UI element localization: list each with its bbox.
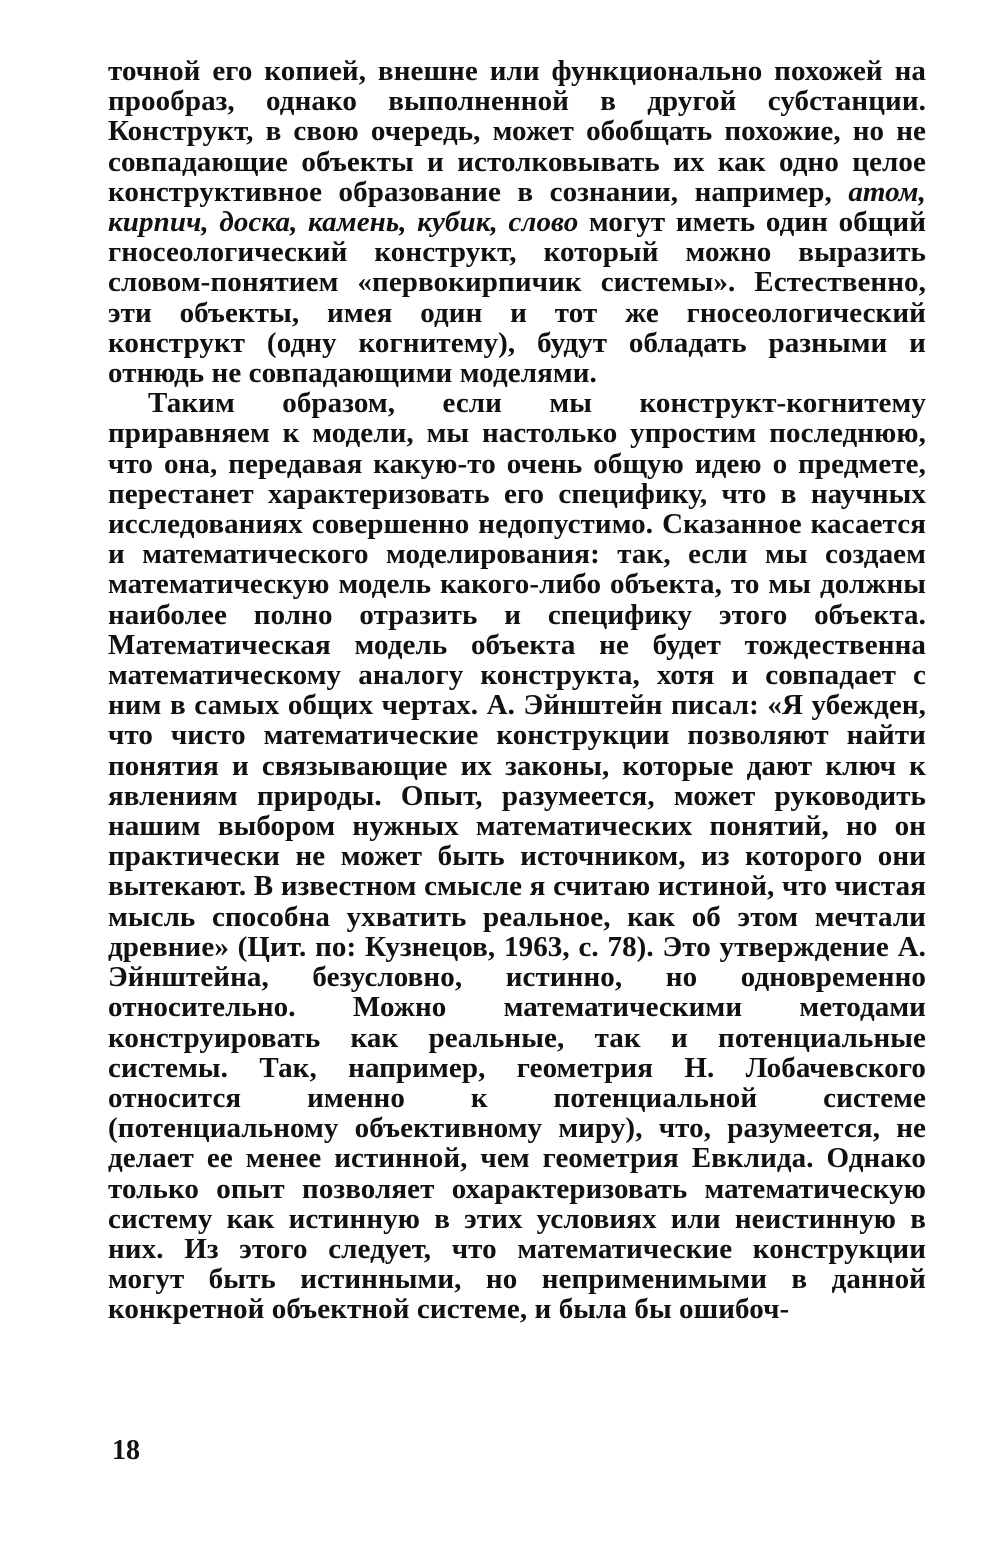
paragraph-1-text-a: точной его копией, внешне или функционально похожей на прообраз, однако выполненной в другой субстанции. Конструкт, в свою очередь, может обобщать похожие, но не совпадающие объекты и истолковывать их как одно целое конструктивное образование в сознании, например, [108, 55, 926, 208]
paragraph-2-text: Таким образом, если мы конструкт-когнитему приравняем к модели, мы настолько упростим последнюю, что она, передавая какую-то очень общую идею о предмете, перестанет характеризовать его специфику, что в научных исследованиях совершенно недопустимо. Сказанное касается и математического моделирования: так, если мы создаем математическую модель какого-либо объекта, то мы должны наиболее полно отразить и специфику этого объекта. Математическая модель объекта не будет тождественна математическому аналогу конструкта, хотя и совпадает с ним в самых общих чертах. А. Эйнштейн писал: «Я убежден, что чисто математические конструкции позволяют найти понятия и связывающие их законы, которые дают ключ к явлениям природы. Опыт, разумеется, может руководить нашим выбором нужных математических понятий, но он практически не может быть источником, из которого они вытекают. В известном смысле я считаю истиной, что чистая мысль способна ухватить реальное, как об этом мечтали древние» (Цит. по: Кузнецов, 1963, с. 78). Это утверждение А. Эйнштейна, безусловно, истинно, но одновременно относительно. Можно математическими методами конструировать как реальные, так и потенциальные системы. Так, например, геометрия Н. Лобачевского относится именно к потенциальной системе (потенциальному объективному миру), что, разумеется, не делает ее менее истинной, чем геометрия Евклида. Однако только опыт позволяет охарактеризовать математическую систему как истинную в этих условиях или неистинную в них. Из этого следует, что математические конструкции могут быть истинными, но неприменимыми в данной конкретной объектной системе, и была бы ошибоч- [108, 387, 926, 1326]
body-text [108, 56, 926, 1325]
paragraph-1-italic-examples: атом, кирпич, доска, камень, кубик, слово [108, 175, 926, 239]
page-number: 18 [112, 1435, 140, 1466]
paragraph-2 [108, 388, 926, 1324]
paragraph-1 [108, 56, 926, 388]
paragraph-1-text-b: могут иметь один общий гносеологический конструкт, который можно выразить словом-понятием «первокирпичик системы». Естественно, эти объекты, имея один и тот же гносеологический конструкт (одну когнитему), будут обладать разными и отнюдь не совпадающими моделями. [108, 206, 926, 390]
